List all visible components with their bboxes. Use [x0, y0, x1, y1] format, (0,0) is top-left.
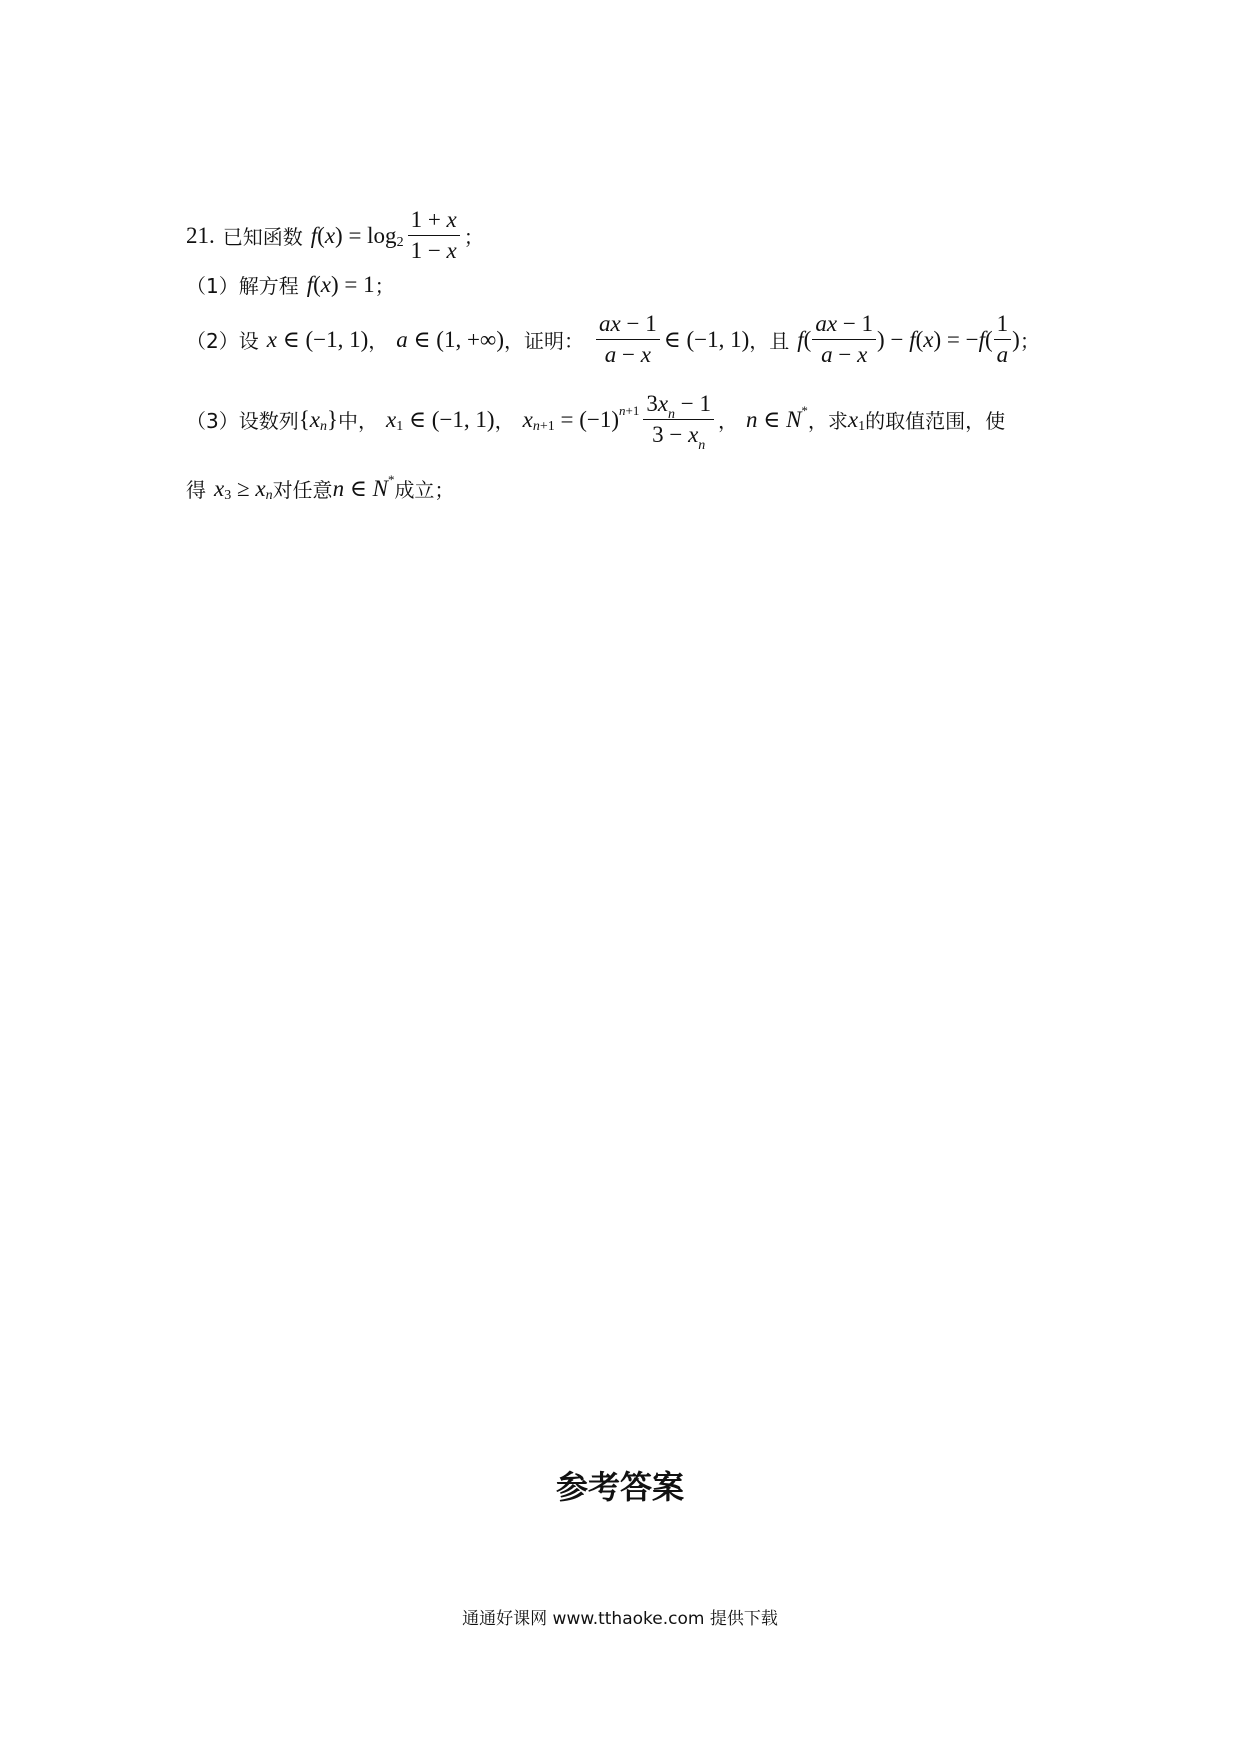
answer-heading: 参考答案 — [555, 1468, 684, 1506]
q1-label: （1）解方程 — [186, 274, 299, 298]
problem-number: 21. — [186, 222, 215, 248]
fraction-3xn1-3xn: $\frac{3x_n - 1}{3 - x_n}$ — [643, 392, 714, 447]
q2-prove: ，证明： — [504, 329, 584, 354]
fraction-ax1-ax: $\frac{ax - 1}{a - x}$ — [596, 312, 660, 367]
formula-f: f — [310, 222, 318, 248]
q2-and: ，且 — [749, 329, 790, 354]
fraction-ax1-ax-2: $\frac{ax - 1}{a - x}$ — [812, 312, 876, 367]
question-1: （1）解方程 f ( x ) = 1 ； — [186, 271, 395, 298]
line5-dui: 对任意 — [272, 478, 333, 502]
q3-tail: ，求 — [807, 409, 848, 434]
question-3-continued: 得 x 3 ≥ x n 对任意 n ∈ N * 成立； — [186, 471, 455, 503]
fraction-1px-1mx: $\frac{1 + x}{1 - x}$ — [408, 208, 460, 263]
intro-text: 已知函数 — [222, 225, 303, 250]
line5-end: 成立； — [394, 478, 455, 502]
q3-label: （3）设数列 — [186, 409, 299, 434]
fraction-1-a: $\frac{1}{a}$ — [994, 312, 1012, 367]
q2-label: （2）设 — [186, 329, 259, 354]
question-3: （3）设数列 { x n } 中， x 1 ∈ (−1, 1) ， x n +1 = (−1) n +1 $\frac{3x_n - 1}{3 - x_n}$ ， n ∈ N * ，求 x 1 的取值范围，使 — [186, 391, 1006, 454]
problem-21-statement: 21. 已知函数 f ( x ) = log 2 $\frac{1 + x}{1 - x}$ ； — [186, 207, 484, 264]
question-2: （2）设 x ∈ (−1, 1) ， a ∈ (1, +∞) ，证明： $\frac{ax - 1}{a - x}$ ∈ (−1, 1) ，且 f ( $\frac{ax - 1}{a - x}$ ) − f ( x ) = − f ( $\frac{1}{a}$ ) ； — [186, 311, 1040, 368]
page-footer: 通通好课网 www.tthaoke.com 提供下载 — [462, 1609, 778, 1629]
line5-de: 得 — [186, 478, 206, 502]
q3-zhong: 中， — [338, 409, 379, 434]
q3-range: 的取值范围，使 — [865, 409, 1006, 434]
